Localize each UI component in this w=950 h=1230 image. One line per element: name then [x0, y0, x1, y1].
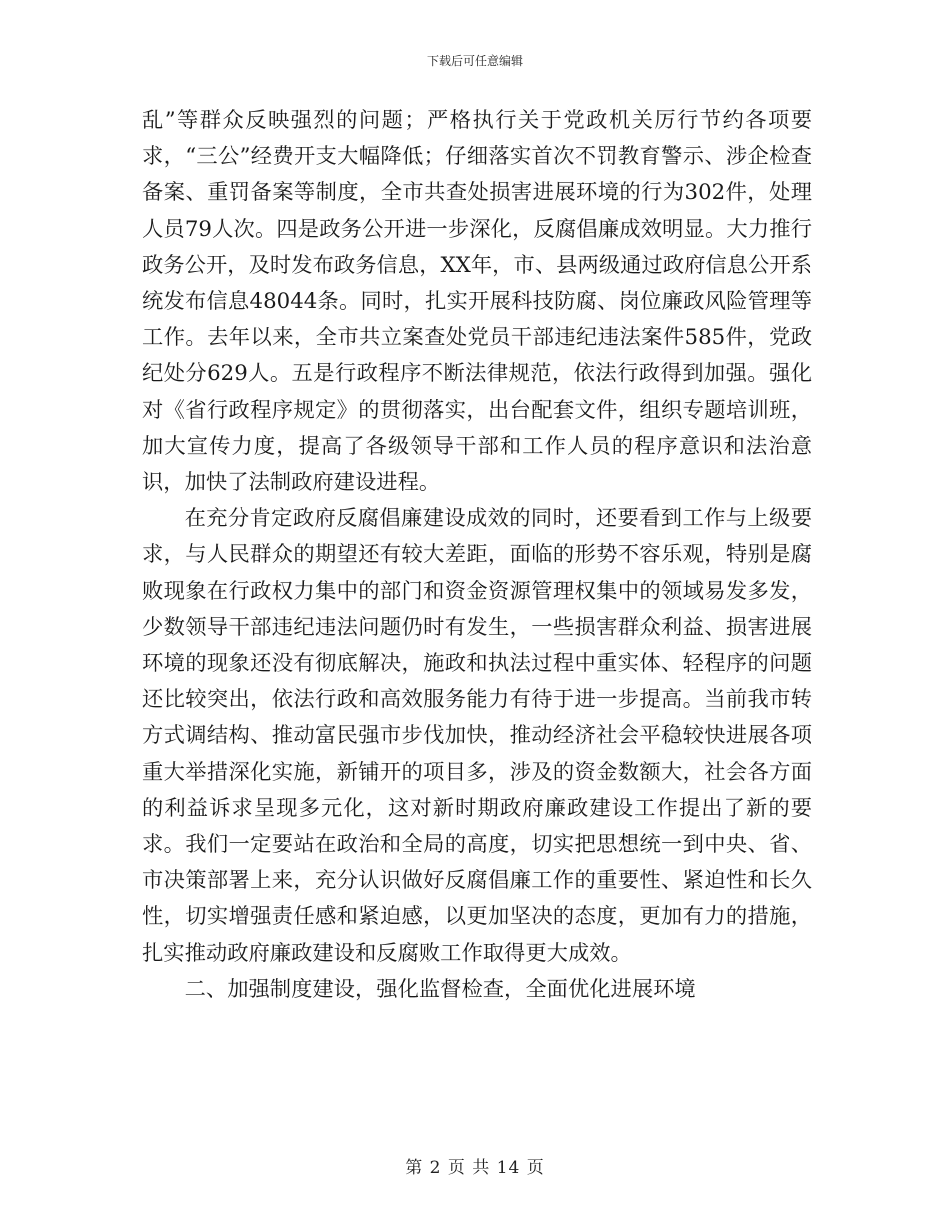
section-heading: 二、加强制度建设，强化监督检查，全面优化进展环境 [184, 976, 696, 1002]
page-header-note: 下载后可任意编辑 [426, 54, 523, 68]
document-body [142, 103, 812, 1008]
paragraph: 在充分肯定政府反腐倡廉建设成效的同时，还要看到工作与上级要求，与人民群众的期望还有较大差距，面临的形势不容乐观，特别是腐败现象在行政权力集中的部门和资金资源管理权集中的领域易发多发，少数领导干部违纪违法问题仍时有发生，一些损害群众利益、损害进展环境的现象还没有彻底解决，施政和执法过程中重实体、轻程序的问题还比较突出，依法行政和高效服务能力有待于进一步提高。当前我市转方式调结构、推动富民强市步伐加快，推动经济社会平稳较快进展各项重大举措深化实施，新铺开的项目多，涉及的资金数额大，社会各方面的利益诉求呈现多元化，这对新时期政府廉政建设工作提出了新的要求。我们一定要站在政治和全局的高度，切实把思想统一到中央、省、市决策部署上来，充分认识做好反腐倡廉工作的重要性、紧迫性和长久性，切实增强责任感和紧迫感，以更加坚决的态度，更加有力的措施，扎实推动政府廉政建设和反腐败工作取得更大成效。 [142, 506, 812, 966]
page-number-footer: 第 2 页 共 14 页 [405, 1158, 545, 1178]
paragraph-continued: 乱”等群众反映强烈的问题；严格执行关于党政机关厉行节约各项要求，“三公”经费开支大幅降低；仔细落实首次不罚教育警示、涉企检查备案、重罚备案等制度，全市共查处损害进展环境的行为302件，处理人员79人次。四是政务公开进一步深化，反腐倡廉成效明显。大力推行政务公开，及时发布政务信息，XX年，市、县两级通过政府信息公开系统发布信息48044条。同时，扎实开展科技防腐、岗位廉政风险管理等工作。去年以来，全市共立案查处党员干部违纪违法案件585件，党政纪处分629人。五是行政程序不断法律规范，依法行政得到加强。强化对《省行政程序规定》的贯彻落实，出台配套文件，组织专题培训班，加大宣传力度，提高了各级领导干部和工作人员的程序意识和法治意识，加快了法制政府建设进程。 [142, 108, 812, 496]
